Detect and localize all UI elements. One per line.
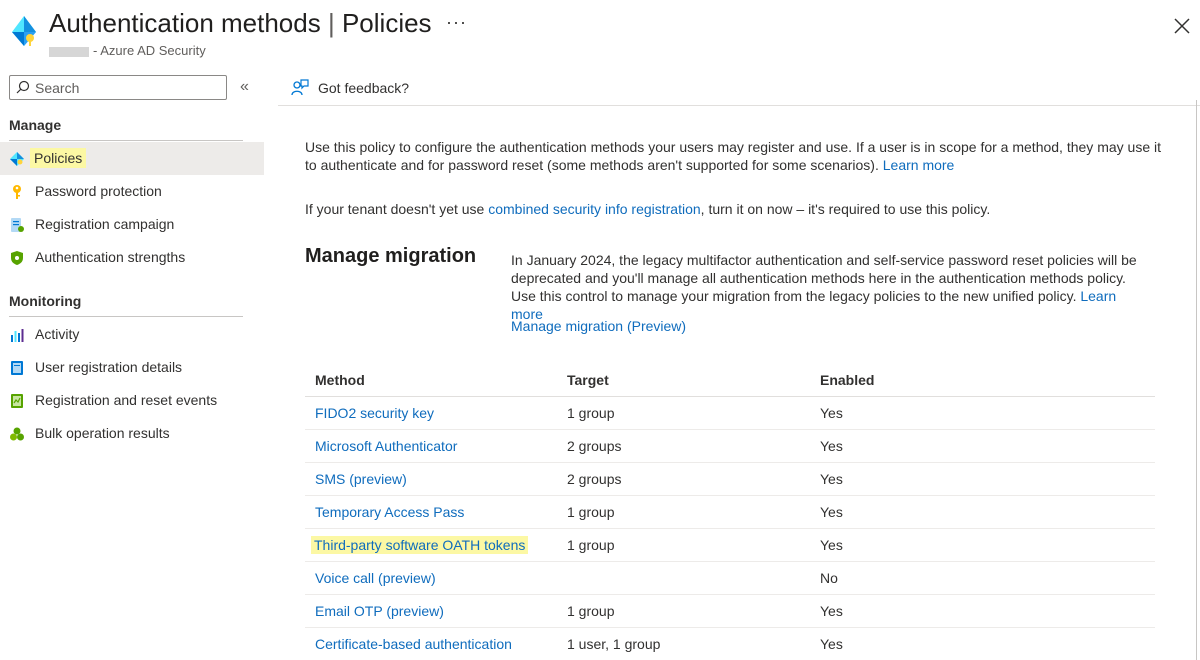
sidebar-item-label: Authentication strengths [35,249,186,265]
authentication-methods-icon [10,14,38,48]
enabled-cell: Yes [820,537,843,553]
section-divider [9,316,243,317]
column-header-target[interactable]: Target [567,372,609,388]
shield-icon [9,250,25,266]
enabled-cell: Yes [820,603,843,619]
manage-migration-link[interactable]: Manage migration (Preview) [511,318,687,334]
table-row [305,562,1155,595]
target-cell: 1 user, 1 group [567,636,661,652]
table-row [305,628,1155,660]
table-row [305,430,1155,463]
table-header-row [305,363,1155,397]
target-cell: 2 groups [567,471,622,487]
column-header-enabled[interactable]: Enabled [820,372,875,388]
feedback-label: Got feedback? [318,80,410,96]
enabled-cell: No [820,570,838,586]
key-icon [9,184,25,200]
method-link[interactable]: FIDO2 security key [315,405,435,421]
target-cell: 1 group [567,405,615,421]
section-divider [9,140,243,141]
policies-icon [9,151,25,167]
sidebar-item-policies[interactable] [0,142,264,175]
migration-learn-more-link[interactable]: Learn more [511,288,1117,322]
intro-text: Use this policy to configure the authentication methods your users may register and use. If a user is in scope for a method, they may use it to authenticate and for password reset (some methods aren't supported for some scenarios). [305,139,1161,173]
method-link[interactable]: Microsoft Authenticator [315,438,458,454]
sidebar-item-label: Registration and reset events [35,392,218,408]
target-cell: 1 group [567,603,615,619]
title-main: Authentication methods [49,8,321,38]
table-row [305,529,1155,562]
method-link[interactable]: Temporary Access Pass [315,504,465,520]
sidebar-item-label: User registration details [35,359,183,375]
target-cell: 1 group [567,504,615,520]
combined-registration-link[interactable]: combined security info registration [488,201,701,217]
enabled-cell: Yes [820,405,843,421]
enabled-cell: Yes [820,504,843,520]
activity-chart-icon [9,327,25,343]
enabled-cell: Yes [820,438,843,454]
sidebar-item-password-protection[interactable] [0,175,264,208]
table-row [305,397,1155,430]
page-subtitle [49,43,206,58]
sidebar-item-label: Registration campaign [35,216,175,232]
subtitle-text: - Azure AD Security [93,43,206,58]
section-title-manage: Manage [9,117,62,133]
content-scroll-edge [1196,100,1197,660]
table-row [305,463,1155,496]
title-section: Policies [341,8,432,38]
search-box[interactable] [9,75,227,100]
bulk-results-icon [9,426,25,442]
search-input[interactable] [35,78,220,97]
sidebar-item-label: Bulk operation results [35,425,170,441]
tenant-text-prefix: If your tenant doesn't yet use [305,201,485,217]
enabled-cell: Yes [820,471,843,487]
tenant-text-suffix: , turn it on now – it's required to use this policy. [700,201,991,217]
migration-heading: Manage migration [305,245,477,267]
title-separator: | [327,8,335,38]
table-row [305,595,1155,628]
search-icon [16,80,30,94]
method-link[interactable]: Certificate-based authentication [315,636,512,652]
sidebar-item-label: Policies [30,148,86,168]
section-title-monitoring: Monitoring [9,293,82,309]
sidebar-item-label: Password protection [35,183,162,199]
sidebar [0,66,264,660]
enabled-cell: Yes [820,636,843,652]
collapse-sidebar-button[interactable]: « [240,78,249,95]
events-log-icon [9,393,25,409]
method-link[interactable]: SMS (preview) [315,471,407,487]
page-title [49,8,432,39]
migration-description [511,251,1151,323]
method-link[interactable]: Email OTP (preview) [315,603,444,619]
intro-learn-more-link[interactable]: Learn more [882,157,955,173]
command-bar [278,72,1200,106]
sidebar-item-registration-campaign[interactable] [0,208,264,241]
registration-campaign-icon [9,217,25,233]
page-header [0,0,1200,66]
target-cell: 2 groups [567,438,622,454]
redacted-tenant-name [49,47,89,57]
sidebar-item-registration-reset-events[interactable] [0,384,264,417]
close-icon[interactable] [1170,14,1194,38]
target-cell: 1 group [567,537,615,553]
sidebar-item-user-registration-details[interactable] [0,351,264,384]
tenant-info-paragraph [305,200,1165,218]
sidebar-item-activity[interactable] [0,318,264,351]
sidebar-item-authentication-strengths[interactable] [0,241,264,274]
table-row [305,496,1155,529]
user-details-icon [9,360,25,376]
sidebar-item-bulk-operation-results[interactable] [0,417,264,450]
column-header-method[interactable]: Method [315,372,365,388]
sidebar-item-label: Activity [35,326,80,342]
feedback-person-icon [290,78,310,98]
method-link[interactable]: Voice call (preview) [315,570,436,586]
intro-paragraph [305,138,1165,174]
migration-text: In January 2024, the legacy multifactor authentication and self-service password reset policies will be deprecated and you'll manage all authentication methods here in the authentication methods policy. Use this control to manage your migration from the legacy policies to the new unified policy. [511,252,1137,304]
more-options-button[interactable]: ··· [446,12,467,32]
method-link[interactable]: Third-party software OATH tokens [311,536,528,554]
